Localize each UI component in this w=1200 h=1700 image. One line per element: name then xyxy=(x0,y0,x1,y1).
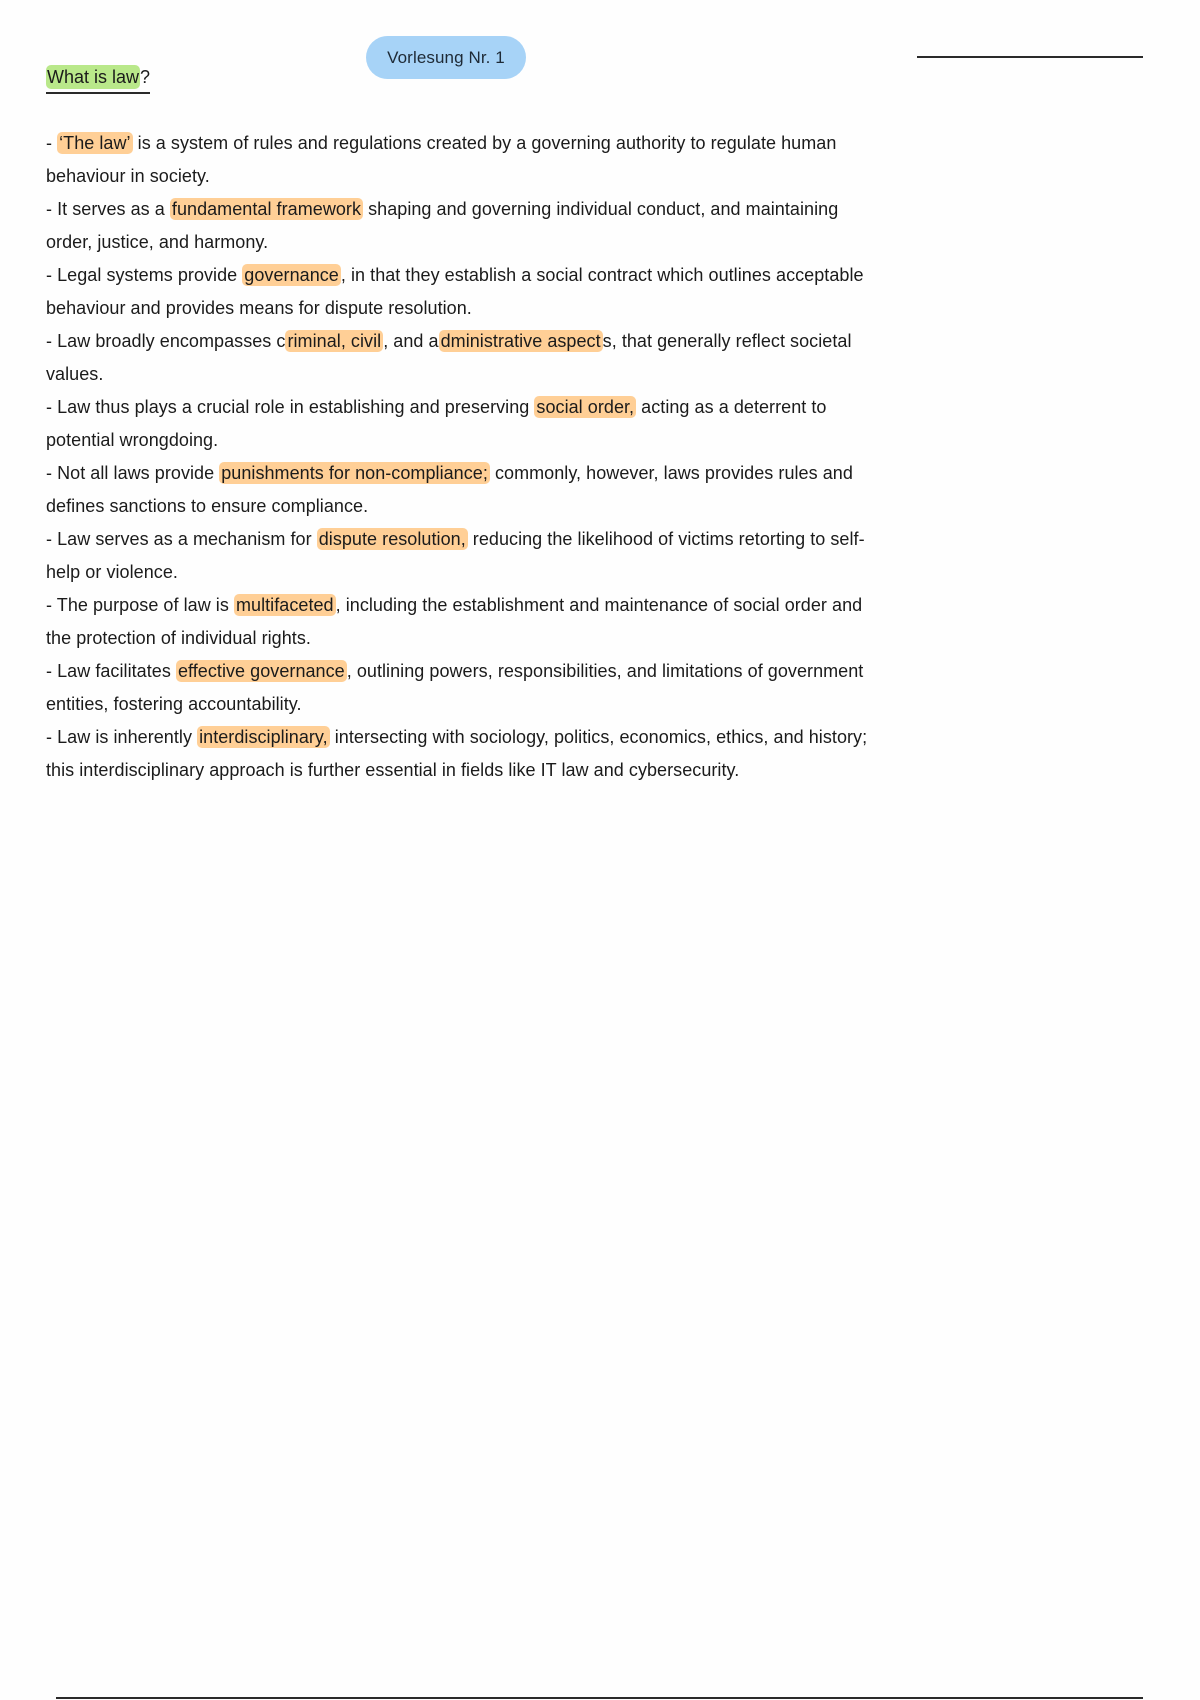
title-highlight: What is law xyxy=(47,67,140,87)
highlighted-term: effective governance xyxy=(177,661,345,681)
bottom-rule xyxy=(56,1697,1143,1699)
note-paragraph xyxy=(46,721,886,787)
paragraph-text: s, that generally reflect societal values. xyxy=(46,331,852,384)
top-right-rule xyxy=(917,56,1143,58)
paragraph-text: acting as a deterrent to potential wrongdoing. xyxy=(46,397,827,450)
highlighted-term: governance xyxy=(244,265,339,285)
paragraph-text: commonly, however, laws provides rules and defines sanctions to ensure compliance. xyxy=(46,463,853,516)
paragraph-text: , outlining powers, responsibilities, and limitations of government entities, fostering accountability. xyxy=(46,661,864,714)
title-suffix: ? xyxy=(140,67,151,87)
highlighted-term: interdisciplinary, xyxy=(199,727,328,747)
paragraph-text: is a system of rules and regulations created by a governing authority to regulate human behaviour in society. xyxy=(46,133,837,186)
note-paragraph xyxy=(46,259,886,325)
paragraph-text: - Law serves as a mechanism for xyxy=(46,529,317,549)
note-paragraph xyxy=(46,193,886,259)
paragraph-text: - Law thus plays a crucial role in establishing and preserving xyxy=(46,397,535,417)
lecture-badge: Vorlesung Nr. 1 xyxy=(366,36,526,79)
paragraph-text: - It serves as a xyxy=(46,199,170,219)
note-paragraph xyxy=(46,523,886,589)
paragraph-text: - Law broadly encompasses c xyxy=(46,331,286,351)
paragraph-text: - The purpose of law is xyxy=(46,595,234,615)
highlighted-term: fundamental framework xyxy=(171,199,362,219)
notes-body xyxy=(46,127,886,787)
paragraph-text: - Law facilitates xyxy=(46,661,176,681)
paragraph-text: reducing the likelihood of victims retorting to self-help or violence. xyxy=(46,529,865,582)
highlighted-term: dispute resolution, xyxy=(318,529,466,549)
highlighted-term: dministrative aspect xyxy=(440,331,601,351)
note-paragraph xyxy=(46,457,886,523)
highlighted-term: punishments for non-compliance; xyxy=(221,463,488,483)
paragraph-text: - Not all laws provide xyxy=(46,463,220,483)
note-paragraph xyxy=(46,589,886,655)
note-paragraph xyxy=(46,655,886,721)
paragraph-text: - Legal systems provide xyxy=(46,265,243,285)
highlighted-term: riminal, civil xyxy=(287,331,382,351)
paragraph-text: - xyxy=(46,133,58,153)
note-paragraph xyxy=(46,325,886,391)
note-paragraph xyxy=(46,127,886,193)
paragraph-text: , and a xyxy=(383,331,439,351)
paragraph-text: shaping and governing individual conduct, and maintaining order, justice, and harmony. xyxy=(46,199,839,252)
highlighted-term: ‘The law’ xyxy=(59,133,131,153)
paragraph-text: intersecting with sociology, politics, economics, ethics, and history; this interdisciplinary approach is further essential in fields like IT law and cybersecurity. xyxy=(46,727,868,780)
note-paragraph xyxy=(46,391,886,457)
paragraph-text: - Law is inherently xyxy=(46,727,198,747)
paragraph-text: , including the establishment and maintenance of social order and the protection of individual rights. xyxy=(46,595,863,648)
page-title xyxy=(46,62,150,94)
highlighted-term: multifaceted xyxy=(235,595,334,615)
highlighted-term: social order, xyxy=(536,397,635,417)
paragraph-text: , in that they establish a social contract which outlines acceptable behaviour and provides means for dispute resolution. xyxy=(46,265,864,318)
